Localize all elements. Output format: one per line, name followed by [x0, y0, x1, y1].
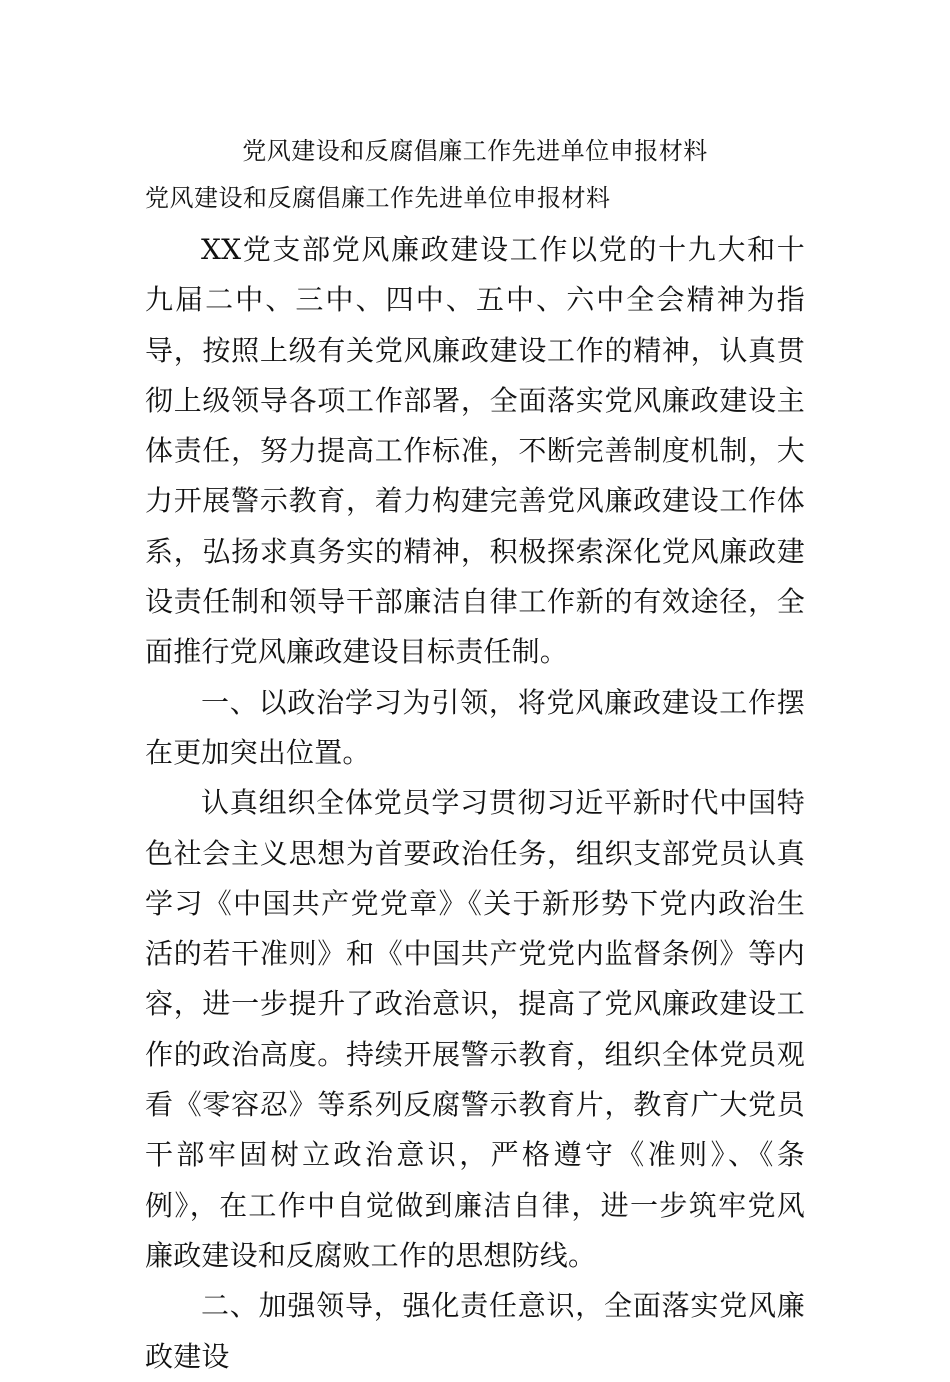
paragraph-section-one-heading: 一、以政治学习为引领，将党风廉政建设工作摆在更加突出位置。: [145, 685, 805, 769]
paragraph-intro: XX党支部党风廉政建设工作以党的十九大和十九届二中、三中、四中、五中、六中全会精神为指导，按照上级有关党风廉政建设工作的精神，认真贯彻上级领导各项工作部署，全面落实党风廉政建设主体责任，努力提高工作标准，不断完善制度机制，大力开展警示教育，着力构建完善党风廉政建设工作体系，弘扬求真务实的精神，积极探索深化党风廉政建设责任制和领导干部廉洁自律工作新的有效途径，全面推行党风廉政建设目标责任制。: [145, 233, 805, 669]
paragraph-section-one-body: 认真组织全体党员学习贯彻习近平新时代中国特色社会主义思想为首要政治任务，组织支部党员认真学习《中国共产党党章》《关于新形势下党内政治生活的若干准则》和《中国共产党党内监督条例》等内容，进一步提升了政治意识，提高了党风廉政建设工作的政治高度。持续开展警示教育，组织全体党员观看《零容忍》等系列反腐警示教育片，教育广大党员干部牢固树立政治意识，严格遵守《准则》、《条例》，在工作中自觉做到廉洁自律，进一步筑牢党风廉政建设和反腐败工作的思想防线。: [145, 786, 805, 1272]
paragraph-section-two-heading: 二、加强领导，强化责任意识，全面落实党风廉政建设: [145, 1289, 805, 1373]
document-body: [145, 225, 805, 1382]
document-title: 党风建设和反腐倡廉工作先进单位申报材料: [242, 137, 708, 165]
document-subtitle: 党风建设和反腐倡廉工作先进单位申报材料: [145, 184, 611, 212]
